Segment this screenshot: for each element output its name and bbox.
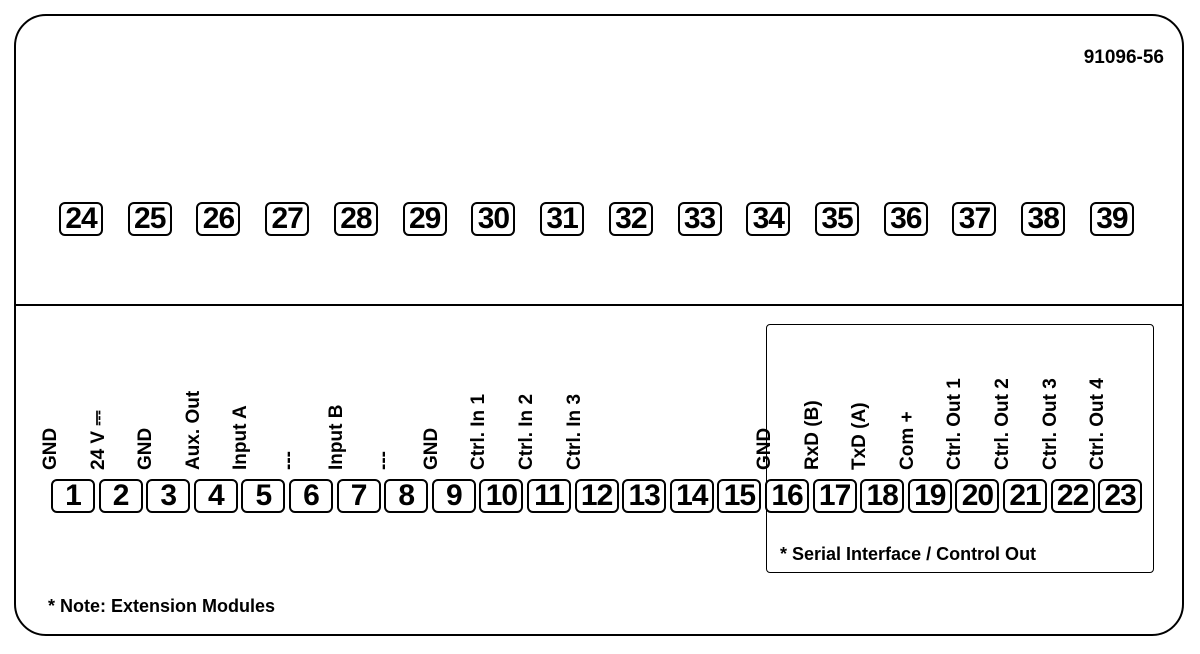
terminal-7-label-text: Input B: [325, 404, 347, 470]
terminal-4-label-text: Aux. Out: [182, 390, 204, 470]
terminal-31: 31: [540, 202, 584, 236]
terminal-6: 6: [289, 479, 333, 513]
terminal-21-label-text: Ctrl. Out 2: [992, 378, 1013, 470]
terminal-1: 1: [51, 479, 95, 513]
terminal-1-label-text: GND: [40, 427, 61, 470]
terminal-4: 4: [194, 479, 238, 513]
terminal-36: 36: [884, 202, 928, 236]
terminal-19-label-text: Com +: [896, 411, 918, 470]
terminal-2: 2: [99, 479, 143, 513]
terminal-9: 9: [432, 479, 476, 513]
terminal-11-label-text: Ctrl. In 2: [516, 393, 537, 470]
terminal-16-label-text: GND: [754, 427, 775, 470]
terminal-28: 28: [334, 202, 378, 236]
terminal-39: 39: [1090, 202, 1134, 236]
terminal-23-label-text: Ctrl. Out 4: [1087, 378, 1109, 470]
terminal-17: 17: [813, 479, 857, 513]
terminal-22-label-text: Ctrl. Out 3: [1039, 378, 1061, 470]
terminal-35: 35: [815, 202, 859, 236]
terminal-17-label-text: RxD (B): [801, 400, 823, 470]
terminal-24: 24: [59, 202, 103, 236]
terminal-11: 11: [527, 479, 571, 513]
terminal-16: 16: [765, 479, 809, 513]
panel-divider-line: [14, 304, 1184, 306]
terminal-5: 5: [241, 479, 285, 513]
terminal-23: 23: [1098, 479, 1142, 513]
terminal-15: 15: [717, 479, 761, 513]
terminal-32: 32: [609, 202, 653, 236]
terminal-25: 25: [128, 202, 172, 236]
terminal-7: 7: [337, 479, 381, 513]
terminal-30: 30: [471, 202, 515, 236]
terminal-33: 33: [678, 202, 722, 236]
terminal-12-label-text: Ctrl. In 3: [563, 393, 585, 470]
terminal-21: 21: [1003, 479, 1047, 513]
terminal-29: 29: [403, 202, 447, 236]
terminal-38: 38: [1021, 202, 1065, 236]
terminal-13: 13: [622, 479, 666, 513]
serial-interface-caption: * Serial Interface / Control Out: [780, 544, 1037, 564]
terminal-5-label-text: Input A: [230, 405, 252, 470]
terminal-8: 8: [384, 479, 428, 513]
terminal-3: 3: [146, 479, 190, 513]
terminal-10-label-text: Ctrl. In 1: [468, 393, 490, 470]
terminal-18: 18: [860, 479, 904, 513]
terminal-20: 20: [955, 479, 999, 513]
terminal-27: 27: [265, 202, 309, 236]
terminal-19: 19: [908, 479, 952, 513]
terminal-12: 12: [575, 479, 619, 513]
terminal-37: 37: [952, 202, 996, 236]
terminal-14: 14: [670, 479, 714, 513]
terminal-20-label-text: Ctrl. Out 1: [944, 378, 966, 470]
terminal-3-label-text: GND: [135, 427, 157, 470]
terminal-34: 34: [746, 202, 790, 236]
terminal-2-label-text: 24 V ⎓: [87, 410, 109, 470]
terminal-8-label-text: ---: [373, 451, 395, 470]
part-number: 91096-56: [1083, 47, 1164, 68]
extension-modules-note: * Note: Extension Modules: [48, 596, 276, 616]
terminal-26: 26: [196, 202, 240, 236]
terminal-10: 10: [479, 479, 523, 513]
terminal-18-label-text: TxD (A): [849, 402, 871, 470]
terminal-6-label-text: ---: [278, 451, 299, 470]
terminal-22: 22: [1051, 479, 1095, 513]
terminal-9-label-text: GND: [420, 427, 442, 470]
